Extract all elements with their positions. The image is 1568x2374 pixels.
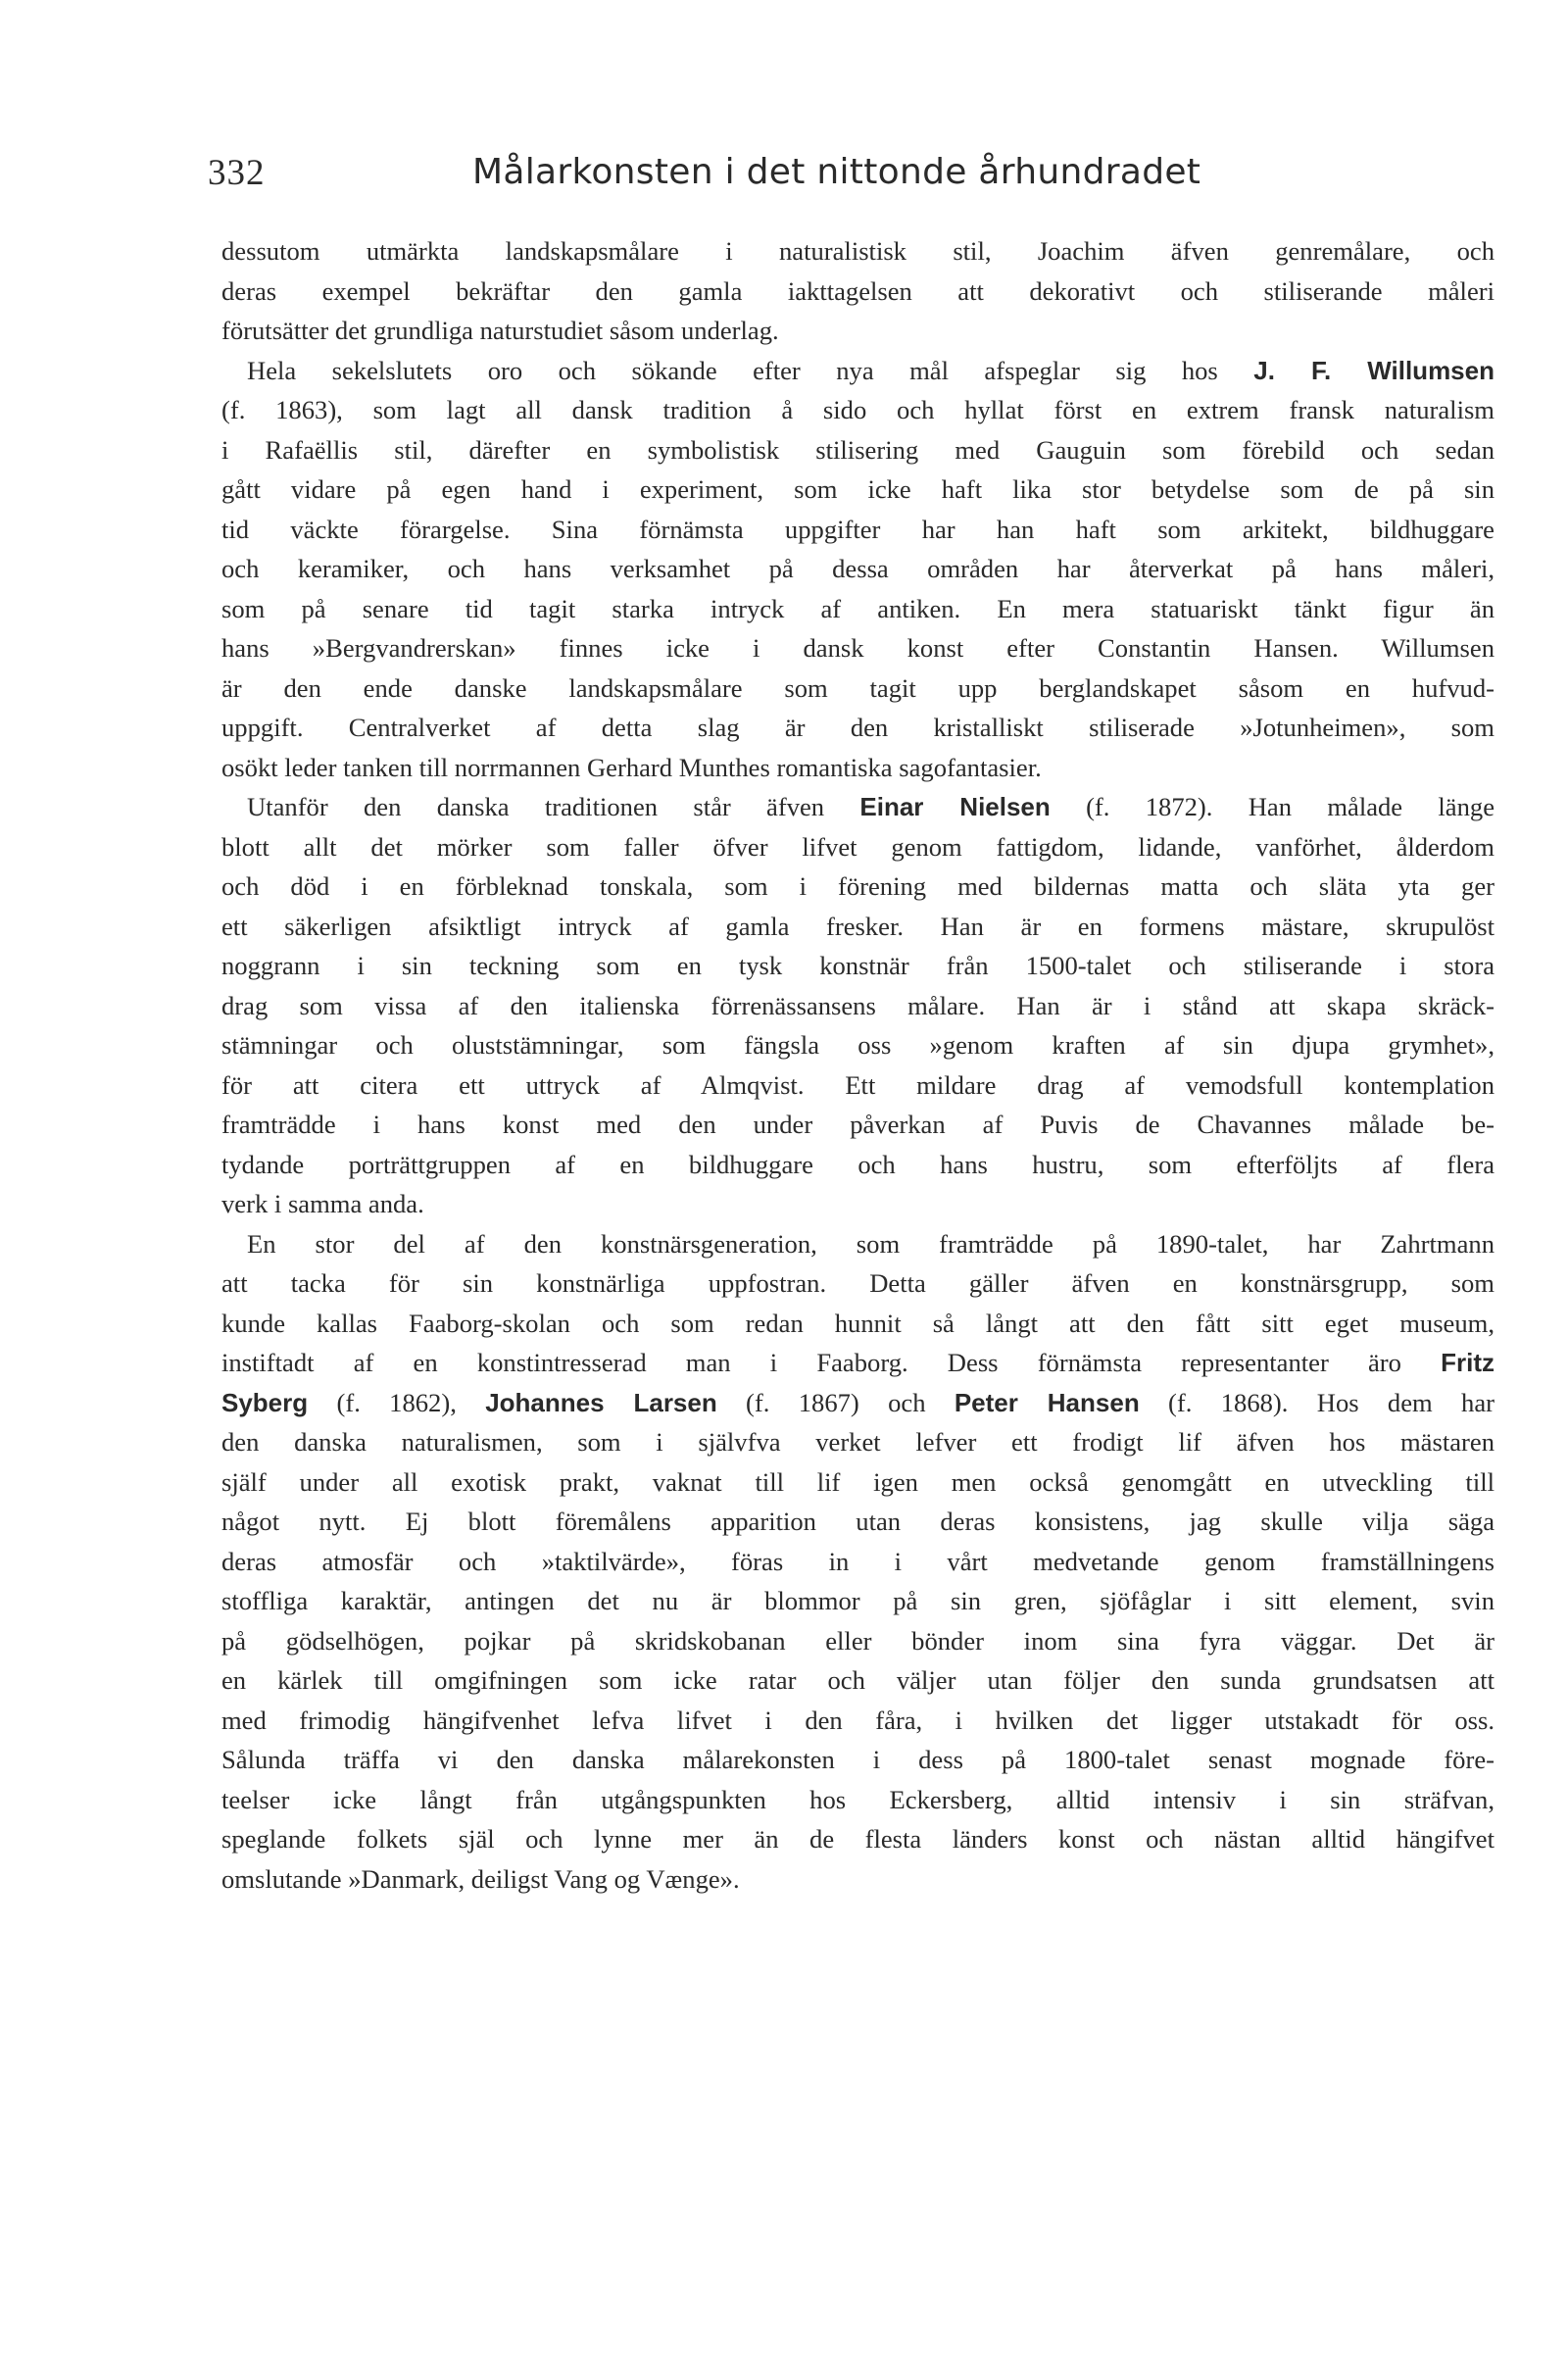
text-segment: (f. 1863), som lagt all dansk tradition å sido och hyllat först en extrem fransk naturalism	[221, 395, 1494, 424]
text-line	[221, 1660, 1494, 1701]
text-segment: En stor del af den konstnärsgeneration, som framträdde på 1890-talet, har Zahrtmann	[247, 1228, 1494, 1259]
text-segment: deras exempel bekräftar den gamla iakttagelsen att dekorativt och stiliserande måleri	[221, 275, 1494, 306]
body-text	[221, 231, 1494, 1899]
text-line	[221, 1581, 1494, 1621]
text-segment: Utanför den danska traditionen står äfven	[247, 792, 860, 821]
text-segment: (f. 1872). Han målade länge	[1050, 792, 1494, 821]
text-segment: och keramiker, och hans verksamhet på dessa områden har återverkat på hans måleri,	[221, 554, 1494, 583]
text-line	[221, 231, 1494, 272]
text-line	[221, 430, 1494, 470]
text-segment: stämningar och oluststämningar, som fängsla oss »genom kraften af sin djupa grymhet»,	[221, 1030, 1494, 1060]
text-line	[221, 986, 1494, 1026]
text-segment: uppgift. Centralverket af detta slag är den kristalliskt stiliserade »Jotunheimen», som	[221, 713, 1494, 742]
artist-name: Peter Hansen	[954, 1387, 1140, 1417]
artist-name: J. F. Willumsen	[1253, 355, 1494, 385]
artist-name: Syberg	[221, 1387, 309, 1417]
text-line	[221, 1263, 1494, 1304]
text-line	[221, 1025, 1494, 1065]
text-segment: den danska naturalismen, som i självfva verket lefver ett frodigt lif äfven hos mästaren	[221, 1427, 1494, 1457]
text-segment: deras atmosfär och »taktilvärde», föras in i vårt medvetande genom framställningens	[221, 1546, 1494, 1576]
text-segment: tydande porträttgruppen af en bildhuggare och hans hustru, som efterföljts af flera	[221, 1149, 1494, 1179]
text-line	[221, 1343, 1494, 1383]
text-segment: Hela sekelslutets oro och sökande efter nya mål afspeglar sig hos	[247, 355, 1254, 385]
text-segment: framträdde i hans konst med den under påverkan af Puvis de Chavannes målade be-	[221, 1110, 1494, 1139]
text-segment: speglande folkets själ och lynne mer än de flesta länders konst och nästan alltid hängifvet	[221, 1824, 1494, 1854]
text-line	[221, 1740, 1494, 1780]
text-segment: för att citera ett uttryck af Almqvist. Ett mildare drag af vemodsfull kontemplation	[221, 1069, 1494, 1100]
text-line	[221, 1224, 1494, 1264]
text-segment: teelser icke långt från utgångspunkten hos Eckersberg, alltid intensiv i sin sträfvan,	[221, 1784, 1494, 1814]
text-segment: stoffliga karaktär, antingen det nu är blommor på sin gren, sjöfåglar i sitt element, svin	[221, 1586, 1494, 1615]
text-segment: (f. 1867) och	[716, 1387, 955, 1417]
text-line	[221, 311, 1494, 351]
text-line	[221, 1502, 1494, 1542]
text-line	[221, 628, 1494, 668]
text-segment: och död i en förbleknad tonskala, som i förening med bildernas matta och släta yta ger	[221, 871, 1494, 901]
text-segment: med frimodig hängifvenhet lefva lifvet i den fåra, i hvilken det ligger utstakadt för oss.	[221, 1705, 1494, 1735]
text-line	[221, 272, 1494, 312]
text-line	[221, 907, 1494, 947]
text-line	[221, 668, 1494, 709]
page-header	[208, 152, 1482, 211]
text-line	[221, 946, 1494, 986]
text-line	[221, 1859, 1494, 1900]
text-line	[221, 1304, 1494, 1344]
text-line	[221, 1105, 1494, 1145]
text-segment: osökt leder tanken till norrmannen Gerhard Munthes romantiska sagofantasier.	[221, 752, 1042, 782]
text-line	[221, 1422, 1494, 1462]
paragraph	[221, 1224, 1494, 1900]
page-number: 332	[208, 153, 266, 193]
text-segment: dessutom utmärkta landskapsmålare i naturalistisk stil, Joachim äfven genremålare, och	[221, 236, 1494, 266]
text-line	[221, 390, 1494, 430]
text-line	[221, 708, 1494, 748]
text-line	[221, 510, 1494, 550]
text-line	[221, 1462, 1494, 1503]
text-segment: att tacka för sin konstnärliga uppfostran. Detta gäller äfven en konstnärsgrupp, som	[221, 1268, 1494, 1298]
text-line	[221, 827, 1494, 867]
paragraph	[221, 787, 1494, 1224]
text-segment: förutsätter det grundliga naturstudiet såsom underlag.	[221, 316, 779, 345]
text-line	[221, 787, 1494, 827]
paragraph	[221, 231, 1494, 351]
text-line	[221, 1701, 1494, 1741]
text-segment: tid väckte förargelse. Sina förnämsta uppgifter har han haft som arkitekt, bildhuggare	[221, 514, 1494, 544]
text-segment: blott allt det mörker som faller öfver lifvet genom fattigdom, lidande, vanförhet, ålderdom	[221, 831, 1494, 862]
text-segment: (f. 1862),	[308, 1387, 486, 1417]
text-segment: verk i samma anda.	[221, 1189, 424, 1218]
text-line	[221, 1621, 1494, 1661]
text-segment: hans »Bergvandrerskan» finnes icke i dansk konst efter Constantin Hansen. Willumsen	[221, 633, 1494, 663]
text-line	[221, 1184, 1494, 1224]
text-segment: Sålunda träffa vi den danska målarekonsten i dess på 1800-talet senast mognade före-	[221, 1745, 1494, 1774]
text-line	[221, 1383, 1494, 1423]
text-segment: något nytt. Ej blott föremålens apparition utan deras konsistens, jag skulle vilja säga	[221, 1507, 1494, 1536]
artist-name: Johannes Larsen	[485, 1387, 717, 1417]
text-line	[221, 1542, 1494, 1582]
text-line	[221, 748, 1494, 788]
artist-name: Einar Nielsen	[859, 792, 1051, 821]
text-line	[221, 1145, 1494, 1185]
text-segment: noggrann i sin teckning som en tysk konstnär från 1500-talet och stiliserande i stora	[221, 951, 1494, 980]
artist-name: Fritz	[1441, 1348, 1494, 1377]
text-segment: själf under all exotisk prakt, vaknat till lif igen men också genomgått en utveckling till	[221, 1466, 1494, 1497]
text-segment: en kärlek till omgifningen som icke ratar och väljer utan följer den sunda grundsatsen att	[221, 1665, 1494, 1695]
text-segment: på gödselhögen, pojkar på skridskobanan eller bönder inom sina fyra väggar. Det är	[221, 1625, 1494, 1656]
text-segment: instiftadt af en konstintresserad man i Faaborg. Dess förnämsta representanter äro	[221, 1348, 1442, 1377]
text-line	[221, 866, 1494, 907]
text-segment: kunde kallas Faaborg-skolan och som redan hunnit så långt att den fått sitt eget museum,	[221, 1308, 1494, 1338]
text-segment: omslutande »Danmark, deiligst Vang og Vænge».	[221, 1863, 740, 1894]
text-line	[221, 470, 1494, 510]
text-line	[221, 1780, 1494, 1820]
paragraph	[221, 351, 1494, 788]
text-segment: drag som vissa af den italienska förrenässansens målare. Han är i stånd att skapa skräck-	[221, 990, 1494, 1020]
text-segment: i Rafaëllis stil, därefter en symbolistisk stilisering med Gauguin som förebild och sedan	[221, 434, 1494, 465]
text-line	[221, 549, 1494, 589]
text-segment: gått vidare på egen hand i experiment, som icke haft lika stor betydelse som de på sin	[221, 474, 1494, 504]
text-segment: är den ende danske landskapsmålare som tagit upp berglandskapet såsom en hufvud-	[221, 672, 1494, 703]
running-title: Målarkonsten i det nittonde århundradet	[472, 152, 1201, 192]
text-segment: som på senare tid tagit starka intryck af antiken. En mera statuariskt tänkt figur än	[221, 593, 1494, 623]
text-segment: (f. 1868). Hos dem har	[1139, 1387, 1494, 1417]
text-line	[221, 589, 1494, 629]
text-segment: ett säkerligen afsiktligt intryck af gamla fresker. Han är en formens mästare, skrupulöst	[221, 911, 1494, 941]
text-line	[221, 351, 1494, 391]
text-line	[221, 1065, 1494, 1106]
text-line	[221, 1819, 1494, 1859]
